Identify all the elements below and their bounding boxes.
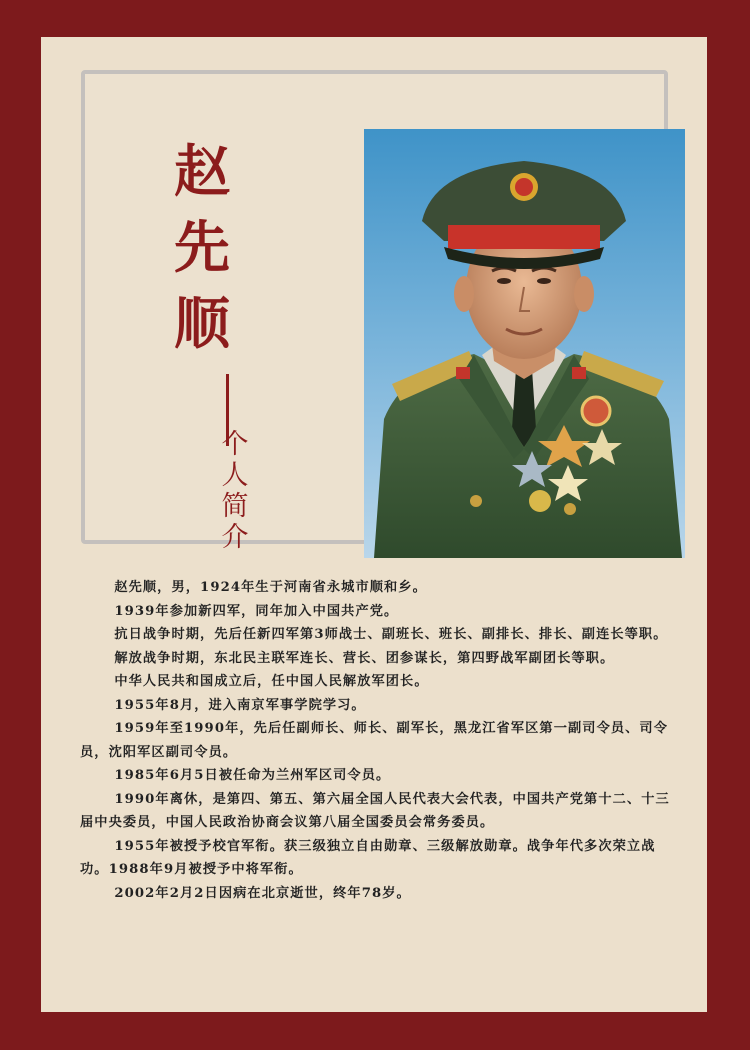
paragraph: 1955年8月，进入南京军事学院学习。 [114,697,366,713]
portrait-photo [364,129,685,558]
paragraph: 1985年6月5日被任命为兰州军区司令员。 [114,768,391,783]
biography-text [80,576,670,905]
portrait-icon [364,129,685,558]
paragraph: 赵先顺，男，1924年生于河南省永城市顺和乡。 [114,580,427,595]
paragraph: 2002年2月2日因病在北京逝世，终年78岁。 [114,885,411,901]
name-char-2: 先 [174,215,230,281]
paper-panel [41,37,707,1012]
header-box [81,70,668,553]
paragraph: 1939年参加新四军，同年加入中国共产党。 [114,603,399,619]
paragraph: 1990年离休，是第四、第五、第六届全国人民代表大会代表，中国共产党第十二、十三届中央委员，中国人民政治协商会议第八届全国委员会常务委员。 [80,791,670,830]
paragraph: 1955年被授予校官军衔。获三级独立自由勋章、三级解放勋章。战争年代多次荣立战功。1988年9月被授予中将军衔。 [80,838,656,877]
paragraph: 1959年至1990年，先后任副师长、师长、副军长，黑龙江省军区第一副司令员、司令员，沈阳军区副司令员。 [80,721,669,760]
paragraph: 抗日战争时期，先后任新四军第3师战士、副班长、班长、副排长、排长、副连长等职。 [114,627,668,642]
subtitle-char-1: 个 [221,429,249,460]
subtitle [215,429,255,553]
name-char-3: 顺 [174,291,230,357]
subtitle-char-3: 简 [221,491,249,522]
name-title [157,134,247,362]
paragraph: 解放战争时期，东北民主联军连长、营长、团参谋长，第四野战军副团长等职。 [114,650,615,666]
subtitle-char-2: 人 [221,460,249,491]
subtitle-char-4: 介 [221,522,249,553]
paragraph: 中华人民共和国成立后，任中国人民解放军团长。 [114,674,429,689]
name-char-1: 赵 [174,139,230,205]
